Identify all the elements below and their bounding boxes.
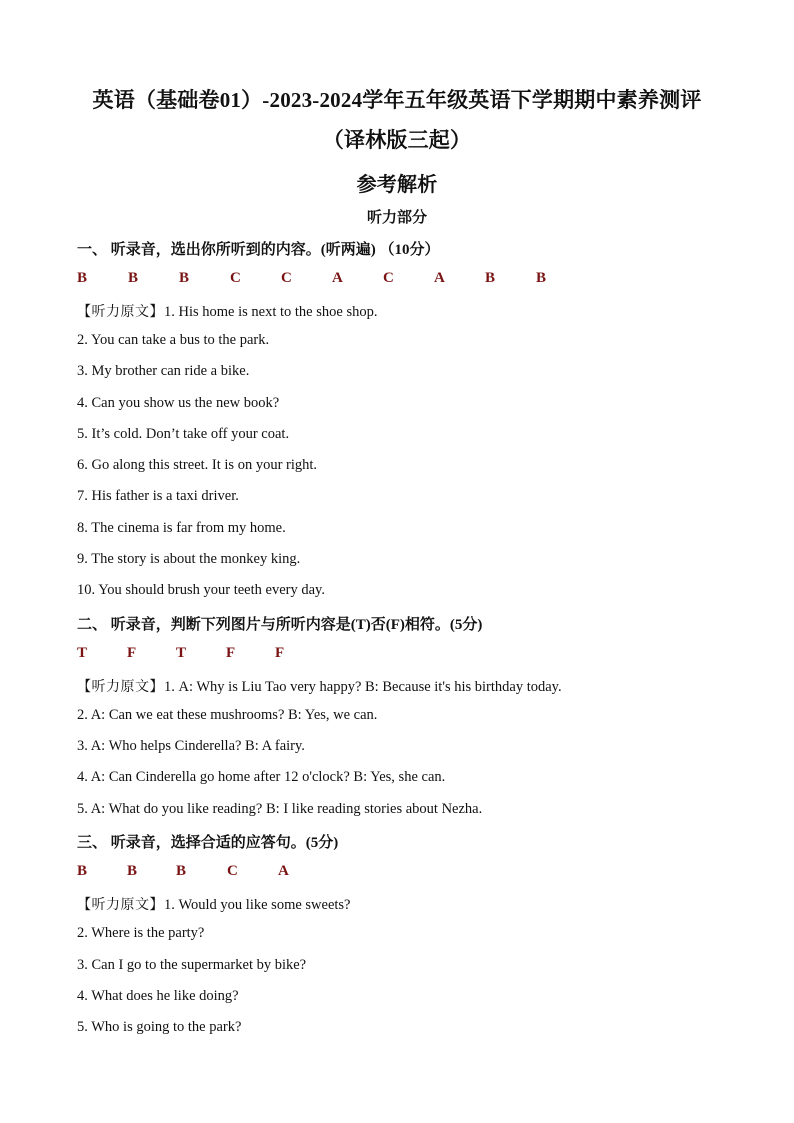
- transcript-line: 8. The cinema is far from my home.: [77, 520, 286, 536]
- answer-key: B: [536, 270, 547, 286]
- transcript-line: 2. Where is the party?: [77, 925, 205, 941]
- transcript-line: 6. Go along this street. It is on your right.: [77, 457, 318, 473]
- transcript-line: 3. A: Who helps Cinderella? B: A fairy.: [77, 738, 305, 754]
- section-heading: 一、 听录音，选出你所听到的内容。(听两遍) （10分）: [77, 242, 440, 258]
- transcript-line: 2. A: Can we eat these mushrooms? B: Yes, we can.: [77, 707, 378, 723]
- transcript-line: 【听力原文】1. Would you like some sweets?: [77, 897, 351, 913]
- transcript-line: 7. His father is a taxi driver.: [77, 488, 239, 504]
- transcript-line: 10. You should brush your teeth every day.: [77, 582, 325, 598]
- answer-key: B: [485, 270, 496, 286]
- transcript-line: 5. Who is going to the park?: [77, 1019, 242, 1035]
- transcript-tag: 【听力原文】: [77, 897, 164, 913]
- transcript-tag: 【听力原文】: [77, 304, 164, 320]
- answer-key: B: [176, 863, 187, 879]
- transcript-line: 2. You can take a bus to the park.: [77, 332, 270, 348]
- transcript-line: 3. Can I go to the supermarket by bike?: [77, 957, 307, 973]
- answer-key: C: [281, 270, 292, 286]
- answer-key: B: [128, 270, 139, 286]
- section-heading: 三、 听录音，选择合适的应答句。(5分): [77, 835, 339, 851]
- doc-title-line3: 参考解析: [356, 174, 438, 196]
- answer-key: C: [383, 270, 394, 286]
- transcript-tag: 【听力原文】: [77, 679, 164, 695]
- answer-key: A: [332, 270, 343, 286]
- answer-key: T: [176, 645, 187, 661]
- transcript-line: 9. The story is about the monkey king.: [77, 551, 301, 567]
- answer-key: B: [77, 863, 88, 879]
- transcript-line: 4. What does he like doing?: [77, 988, 239, 1004]
- transcript-line: 【听力原文】1. A: Why is Liu Tao very happy? B: Because it's his birthday today.: [77, 679, 562, 695]
- answer-key: B: [179, 270, 190, 286]
- section-heading: 二、 听录音，判断下列图片与所听内容是(T)否(F)相符。(5分): [77, 617, 483, 633]
- answer-key: A: [434, 270, 445, 286]
- answer-key: B: [77, 270, 88, 286]
- answer-key: C: [227, 863, 238, 879]
- answer-key: B: [127, 863, 138, 879]
- transcript-line: 【听力原文】1. His home is next to the shoe shop.: [77, 304, 378, 320]
- answer-key: F: [226, 645, 236, 661]
- transcript-line: 3. My brother can ride a bike.: [77, 363, 250, 379]
- answer-key: A: [278, 863, 289, 879]
- doc-title-line2: （译林版三起）: [322, 128, 472, 152]
- answer-key: C: [230, 270, 241, 286]
- answer-key: F: [127, 645, 137, 661]
- transcript-line: 4. Can you show us the new book?: [77, 395, 280, 411]
- answer-key: T: [77, 645, 88, 661]
- transcript-line: 5. A: What do you like reading? B: I like reading stories about Nezha.: [77, 801, 483, 817]
- transcript-line: 5. It’s cold. Don’t take off your coat.: [77, 426, 290, 442]
- transcript-line: 4. A: Can Cinderella go home after 12 o'clock? B: Yes, she can.: [77, 769, 446, 785]
- answer-key: F: [275, 645, 285, 661]
- part-label: 听力部分: [366, 210, 427, 226]
- doc-title-line1: 英语（基础卷01）-2023-2024学年五年级英语下学期期中素养测评: [92, 88, 702, 112]
